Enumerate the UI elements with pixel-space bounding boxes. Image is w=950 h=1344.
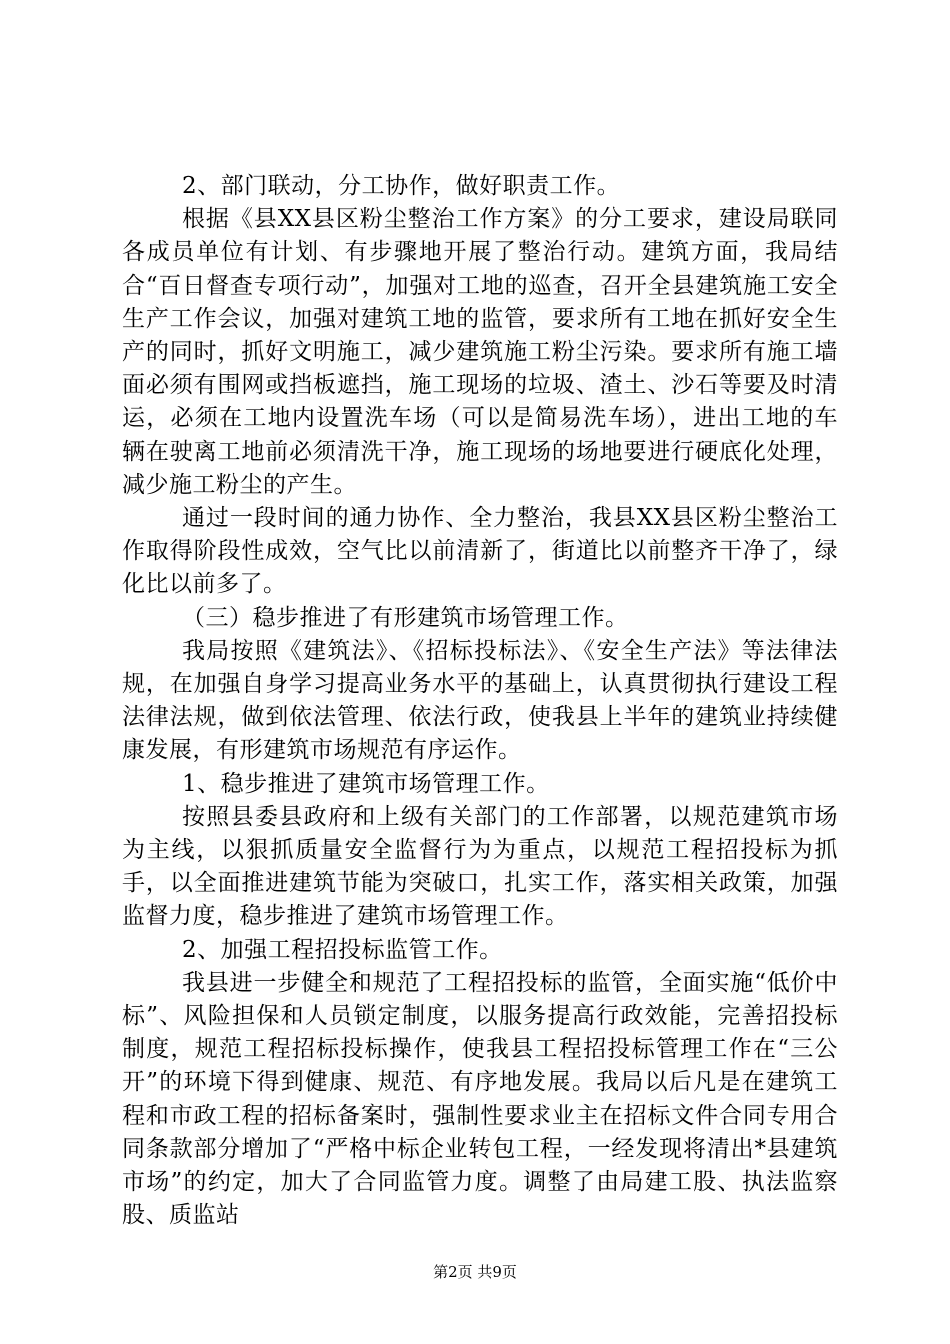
paragraph-market-work-deployment: 按照县委县政府和上级有关部门的工作部署，以规范建筑市场为主线，以狠抓质量安全监督行为为重点，以规范工程招投标为抓手，以全面推进建筑节能为突破口，扎实工作，落实相关政策，加强监督力度，稳步推进了建筑市场管理工作。 [122,803,838,930]
document-body [122,170,838,1233]
page-number-footer: 第2页 共9页 [433,1263,517,1281]
paragraph-section-heading-3: （三）稳步推进了有形建筑市场管理工作。 [182,604,629,631]
paragraph-subheading-2: 2、加强工程招投标监管工作。 [182,936,503,963]
paragraph-bidding-supervision: 我县进一步健全和规范了工程招投标的监管，全面实施“低价中标”、风险担保和人员锁定制度，以服务提高行政效能，完善招投标制度，规范工程招标投标操作，使我县工程招投标管理工作在“三公开”的环境下得到健康、规范、有序地发展。我局以后凡是在建筑工程和市政工程的招标备案时，强制性要求业主在招标文件合同专用合同条款部分增加了“严格中标企业转包工程，一经发现将清出*县建筑市场”的约定，加大了合同监管力度。调整了由局建工股、执法监察股、质监站 [122,969,838,1229]
paragraph-subheading-1: 1、稳步推进了建筑市场管理工作。 [182,770,550,797]
paragraph-dust-control-results: 通过一段时间的通力协作、全力整治，我县XX县区粉尘整治工作取得阶段性成效，空气比以前清新了，街道比以前整齐干净了，绿化比以前多了。 [122,505,838,598]
paragraph-market-management: 我局按照《建筑法》、《招标投标法》、《安全生产法》等法律法规，在加强自身学习提高业务水平的基础上，认真贯彻执行建设工程法律法规，做到依法管理、依法行政，使我县上半年的建筑业持续健康发展，有形建筑市场规范有序运作。 [122,637,838,764]
paragraph-dust-control-measures: 根据《县XX县区粉尘整治工作方案》的分工要求，建设局联同各成员单位有计划、有步骤地开展了整治行动。建筑方面，我局结合“百日督查专项行动”，加强对工地的巡查，召开全县建筑施工安全生产工作会议，加强对建筑工地的监管，要求所有工地在抓好安全生产的同时，抓好文明施工，减少建筑施工粉尘污染。要求所有施工墙面必须有围网或挡板遮挡，施工现场的垃圾、渣土、沙石等要及时清运，必须在工地内设置洗车场（可以是简易洗车场），进出工地的车辆在驶离工地前必须清洗干净，施工现场的场地要进行硬底化处理，减少施工粉尘的产生。 [122,206,838,498]
paragraph-section-heading-2: 2、部门联动，分工协作，做好职责工作。 [182,173,621,199]
